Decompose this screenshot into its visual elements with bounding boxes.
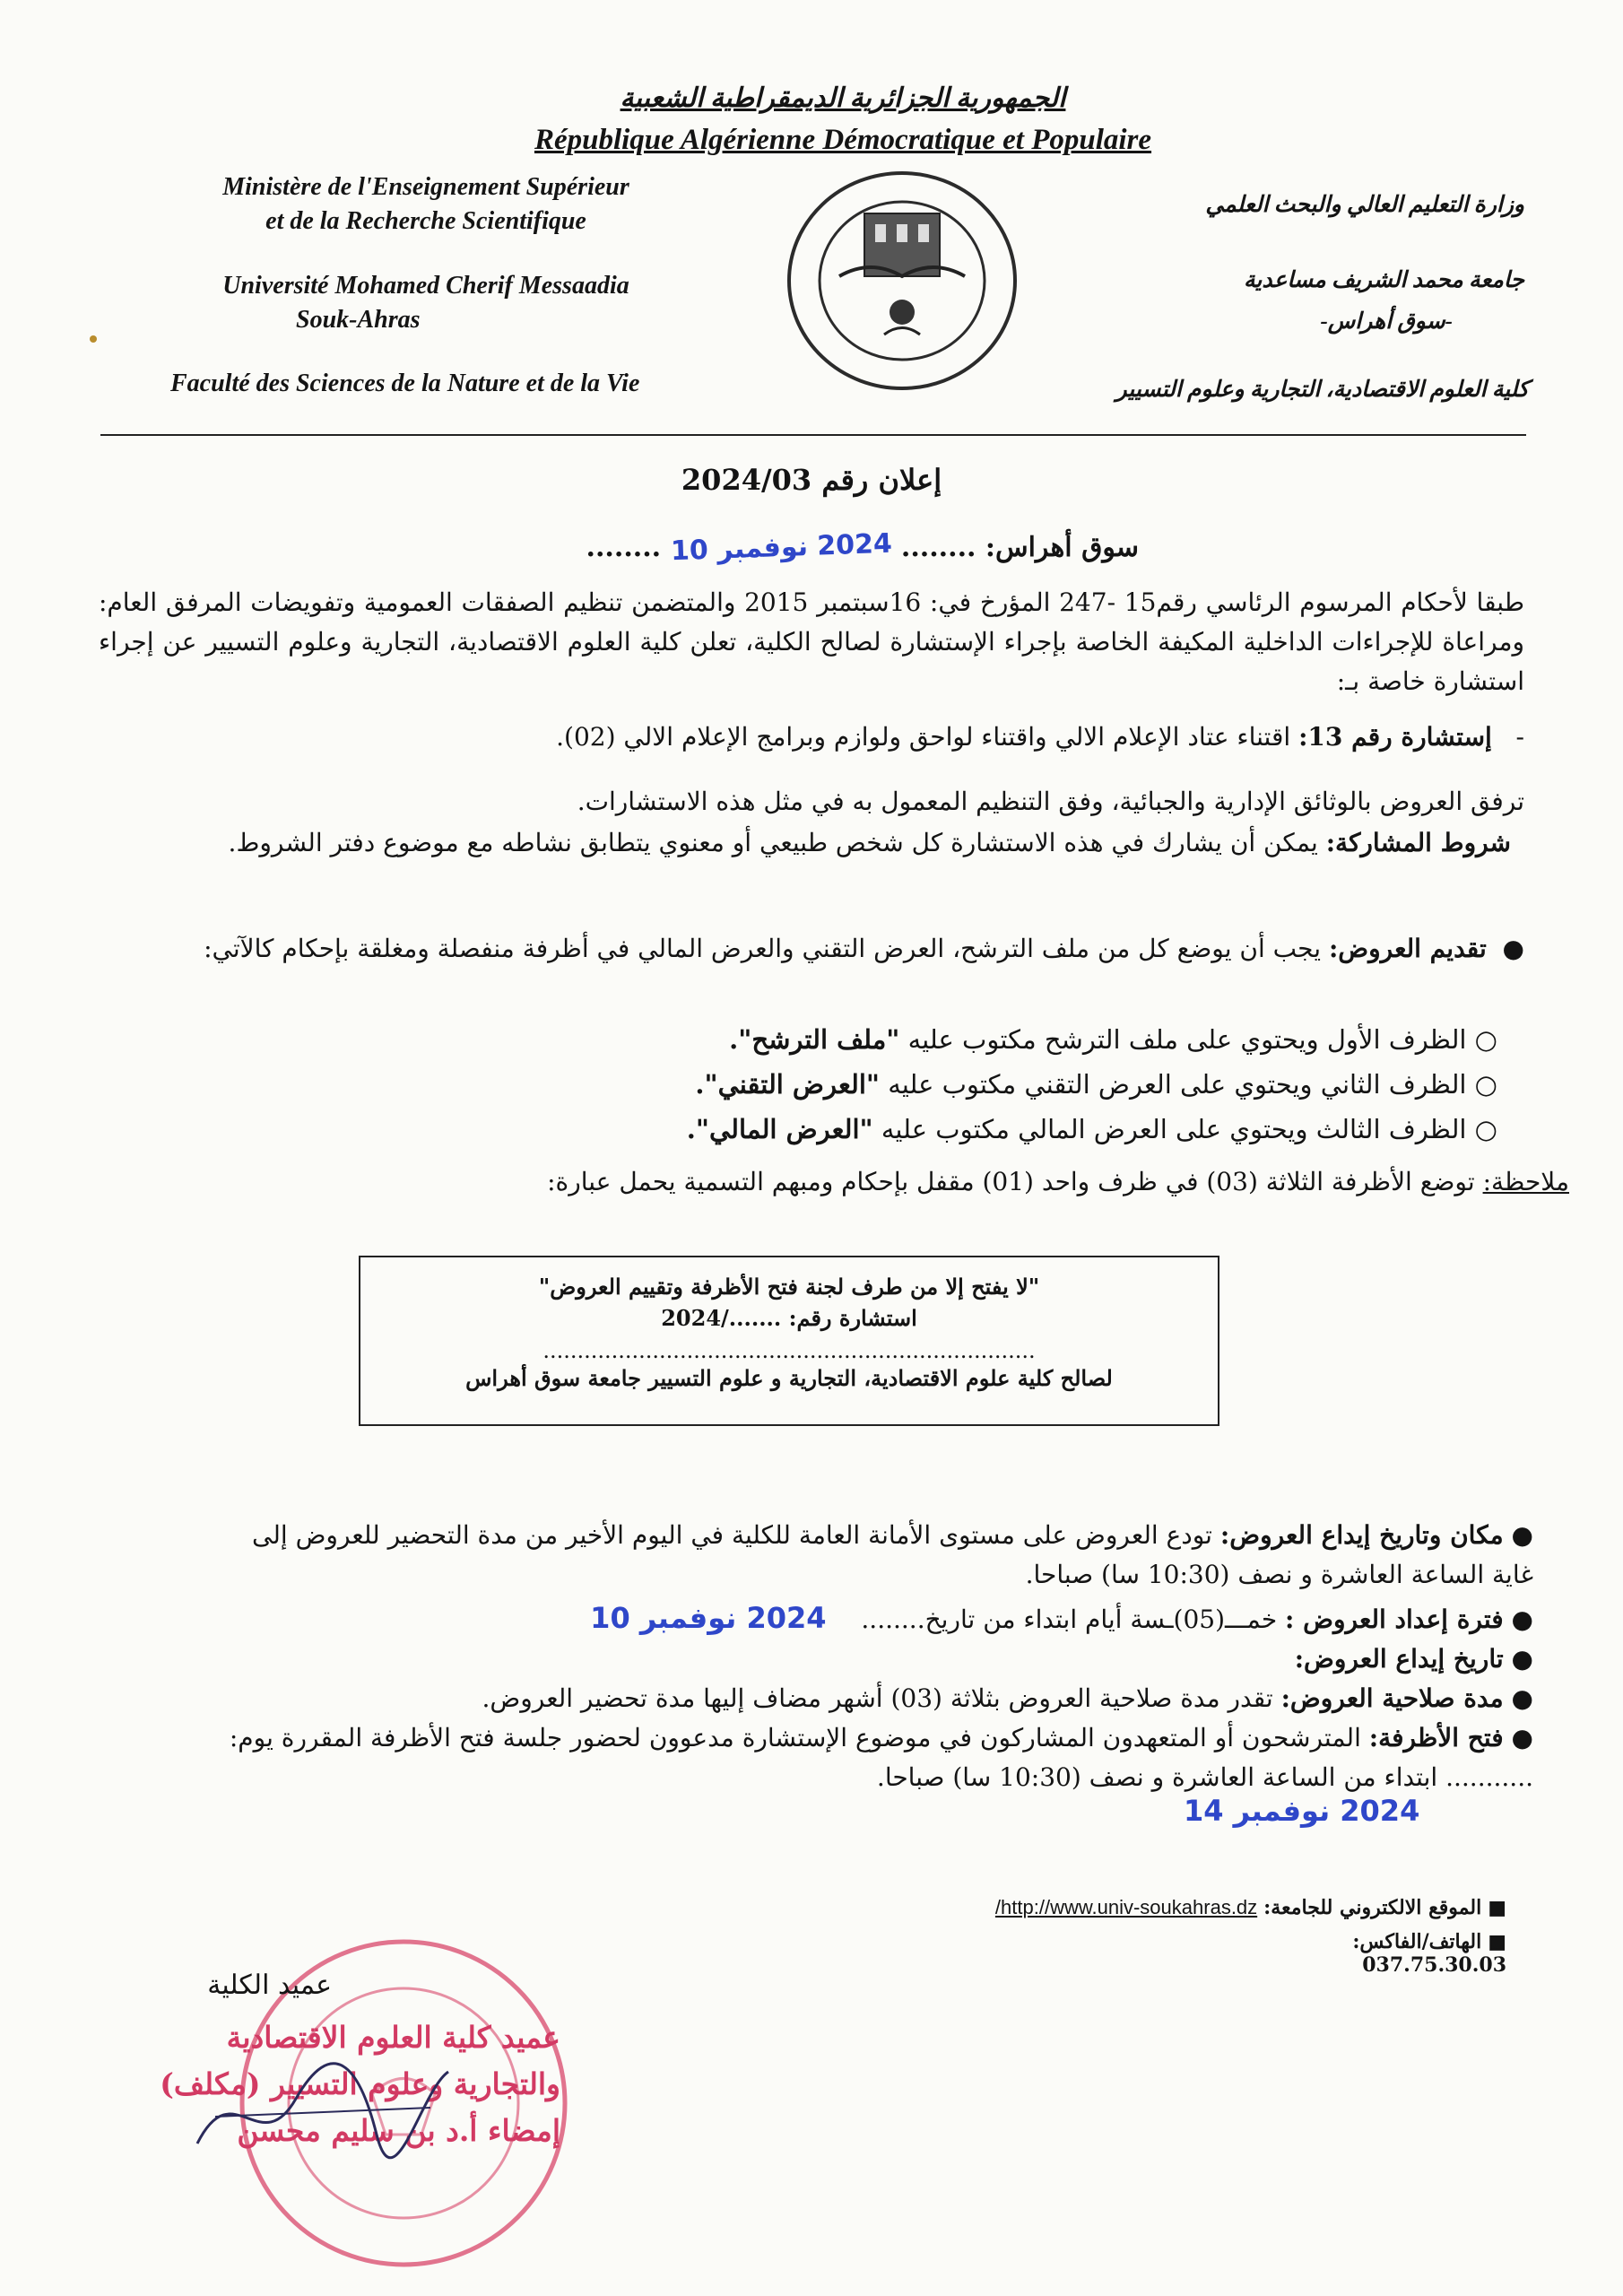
university-logo	[785, 169, 1019, 393]
note-text: توضع الأظرفة الثلاثة (03) في ظرف واحد (01) مقفل بإحكام ومبهم التسمية يحمل عبارة:	[547, 1167, 1475, 1196]
university-arabic: جامعة محمد الشريف مساعدية	[1244, 268, 1524, 292]
place-date-label: سوق أهراس: ........	[900, 532, 1139, 563]
paper-dot	[90, 335, 97, 343]
ministry-french	[157, 170, 695, 239]
announcement-title: إعلان رقم 2024/03	[681, 463, 942, 497]
bullet-icon: ●	[1503, 1520, 1533, 1550]
detail-validity: ● مدة صلاحية العروض: تقدر مدة صلاحية العروض بثلاثة (03) أشهر مضاف إليها مدة تحضير العروض.	[482, 1683, 1533, 1713]
phone-label: الهاتف/الفاكس:	[1352, 1930, 1482, 1953]
bullet-icon: ●	[1503, 1605, 1533, 1634]
envelope-line4: لصالح كلية علوم الاقتصادية، التجارية و علوم التسيير جامعة سوق أهراس	[465, 1365, 1113, 1391]
bullet-icon: ●	[1494, 934, 1524, 963]
envelope-label-box	[359, 1256, 1219, 1426]
attach-text: ترفق العروض بالوثائق الإدارية والجبائية، وفق التنظيم المعمول به في مثل هذه الاستشارات.	[577, 787, 1524, 816]
dean-stamp-line2: والتجارية وعلوم التسيير (مكلف)	[160, 2066, 560, 2101]
dean-stamp-line1: عميد كلية العلوم الاقتصادية	[226, 2020, 560, 2055]
bullet-icon: ●	[1503, 1644, 1533, 1674]
details-list	[215, 1516, 1533, 1797]
university-french-line2: Souk-Ahras	[296, 306, 421, 334]
offers-label: تقديم العروض:	[1328, 934, 1487, 963]
website-link[interactable]: http://www.univ-soukahras.dz/	[994, 1896, 1258, 1918]
university-french-line1: Université Mohamed Cherif Messaadia	[222, 272, 629, 300]
phone-line	[1237, 1930, 1506, 1977]
conditions-text: يمكن أن يشارك في هذه الاستشارة كل شخص طبيعي أو معنوي يتطابق نشاطه مع موضوع دفتر الشروط.	[228, 828, 1318, 857]
envelope-item-3: ○ الظرف الثالث ويحتوي على العرض المالي مكتوب عليه "العرض المالي".	[686, 1114, 1497, 1144]
consultation-line	[395, 718, 1524, 757]
circle-icon: ○	[1466, 1024, 1497, 1055]
intro-paragraph: طبقا لأحكام المرسوم الرئاسي رقم15 -247 المؤرخ في: 16سبتمبر 2015 والمتضمن تنظيم الصفقات العمومية وتفويضات المرفق العام: ومراعاة للإجراءات الداخلية المكيفة الخاصة بإجراء الإستشارة لصالح الكلية، تعلن كلية العلوم الاقتصادية، التجارية وعلوم التسيير عن إجراء استشارة خاصة بـ:	[99, 587, 1524, 696]
note-label: ملاحظة:	[1482, 1167, 1569, 1196]
bullet-icon: ●	[1503, 1723, 1533, 1752]
faculty-arabic: كلية العلوم الاقتصادية، التجارية وعلوم التسيير	[1115, 378, 1529, 402]
detail-prep-period: ● فترة إعداد العروض : خمـــ(05)ـسة أيام ابتداء من تاريخ........ 2024 نوفمبر 10	[590, 1601, 1533, 1635]
offers-section	[135, 929, 1524, 969]
circle-icon: ○	[1466, 1114, 1497, 1144]
date-stamp-top: 2024 نوفمبر 10	[670, 527, 892, 568]
offers-text: يجب أن يوضع كل من ملف الترشح، العرض التقني والعرض المالي في أظرفة منفصلة ومغلقة بإحكام كالآتي:	[204, 934, 1322, 963]
place-date-line	[457, 526, 1139, 570]
dean-stamp-line3: إمضاء أ.د بن سليم محسن	[237, 2113, 560, 2148]
website-line	[968, 1896, 1506, 1919]
envelope-item-2: ○ الظرف الثاني ويحتوي على العرض التقني مكتوب عليه "العرض التقني".	[695, 1069, 1497, 1100]
prep-date-stamp: 2024 نوفمبر 10	[590, 1601, 827, 1635]
consultation-text: اقتناء عتاد الإعلام الالي واقتناء لواحق ولوازم وبرامج الإعلام الالي (02).	[556, 722, 1291, 752]
republic-arabic: الجمهورية الجزائرية الديمقراطية الشعبية	[620, 83, 1066, 113]
handwritten-signature	[179, 2036, 457, 2170]
republic-french: République Algérienne Démocratique et Populaire	[534, 124, 1152, 156]
conditions-label: شروط المشاركة:	[1325, 828, 1511, 857]
phone-number: 037.75.30.03	[1362, 1953, 1506, 1977]
conditions	[99, 823, 1511, 863]
website-label: الموقع الالكتروني للجامعة:	[1263, 1896, 1482, 1919]
square-bullet-icon: ■	[1488, 1931, 1506, 1953]
ministry-french-line2: et de la Recherche Scientifique	[265, 207, 586, 235]
envelope-line3: ........................................................................	[542, 1338, 1036, 1363]
detail-deposit-date: ● تاريخ إيداع العروض:	[1294, 1644, 1533, 1674]
ministry-arabic: وزارة التعليم العالي والبحث العلمي	[1205, 193, 1524, 217]
detail-deposit-place: ● مكان وتاريخ إيداع العروض: تودع العروض على مستوى الأمانة العامة للكلية في اليوم الأخير من مدة التحضير للعروض إلى غاية الساعة العاشرة و نصف (10:30 سا) صباحا.	[252, 1520, 1533, 1589]
envelope-line2: استشارة رقم: ......./2024	[661, 1305, 917, 1331]
bullet-icon: ●	[1503, 1683, 1533, 1713]
envelope-line1: "لا يفتح إلا من طرف لجنة فتح الأظرفة وتقييم العروض"	[538, 1274, 1040, 1300]
circle-icon: ○	[1466, 1069, 1497, 1100]
faculty-french: Faculté des Sciences de la Nature et de la Vie	[170, 370, 640, 397]
header-divider	[100, 434, 1526, 436]
detail-opening: ● فتح الأظرفة: المترشحون أو المتعهدون المشاركون في موضوع الإستشارة مدعوون لحضور جلسة فتح الأظرفة المقررة يوم: ........... ابتداء من الساعة العاشرة و نصف (10:30 سا) صباحا.	[229, 1723, 1533, 1792]
place-date-trail: ........	[586, 532, 662, 563]
dash-marker: -	[1499, 722, 1524, 752]
university-french	[157, 269, 695, 337]
square-bullet-icon: ■	[1488, 1897, 1506, 1919]
envelope-item-1: ○ الظرف الأول ويحتوي على ملف الترشح مكتوب عليه "ملف الترشح".	[729, 1024, 1497, 1055]
dean-title: عميد الكلية	[207, 1970, 332, 2001]
city-arabic: -سوق أهراس-	[1320, 309, 1453, 334]
envelope-list	[538, 1017, 1497, 1152]
consultation-label: إستشارة رقم 13:	[1298, 722, 1492, 752]
note-line	[377, 1162, 1569, 1202]
opening-date-stamp: 2024 نوفمبر 14	[1184, 1794, 1420, 1828]
ministry-french-line1: Ministère de l'Enseignement Supérieur	[222, 173, 629, 201]
